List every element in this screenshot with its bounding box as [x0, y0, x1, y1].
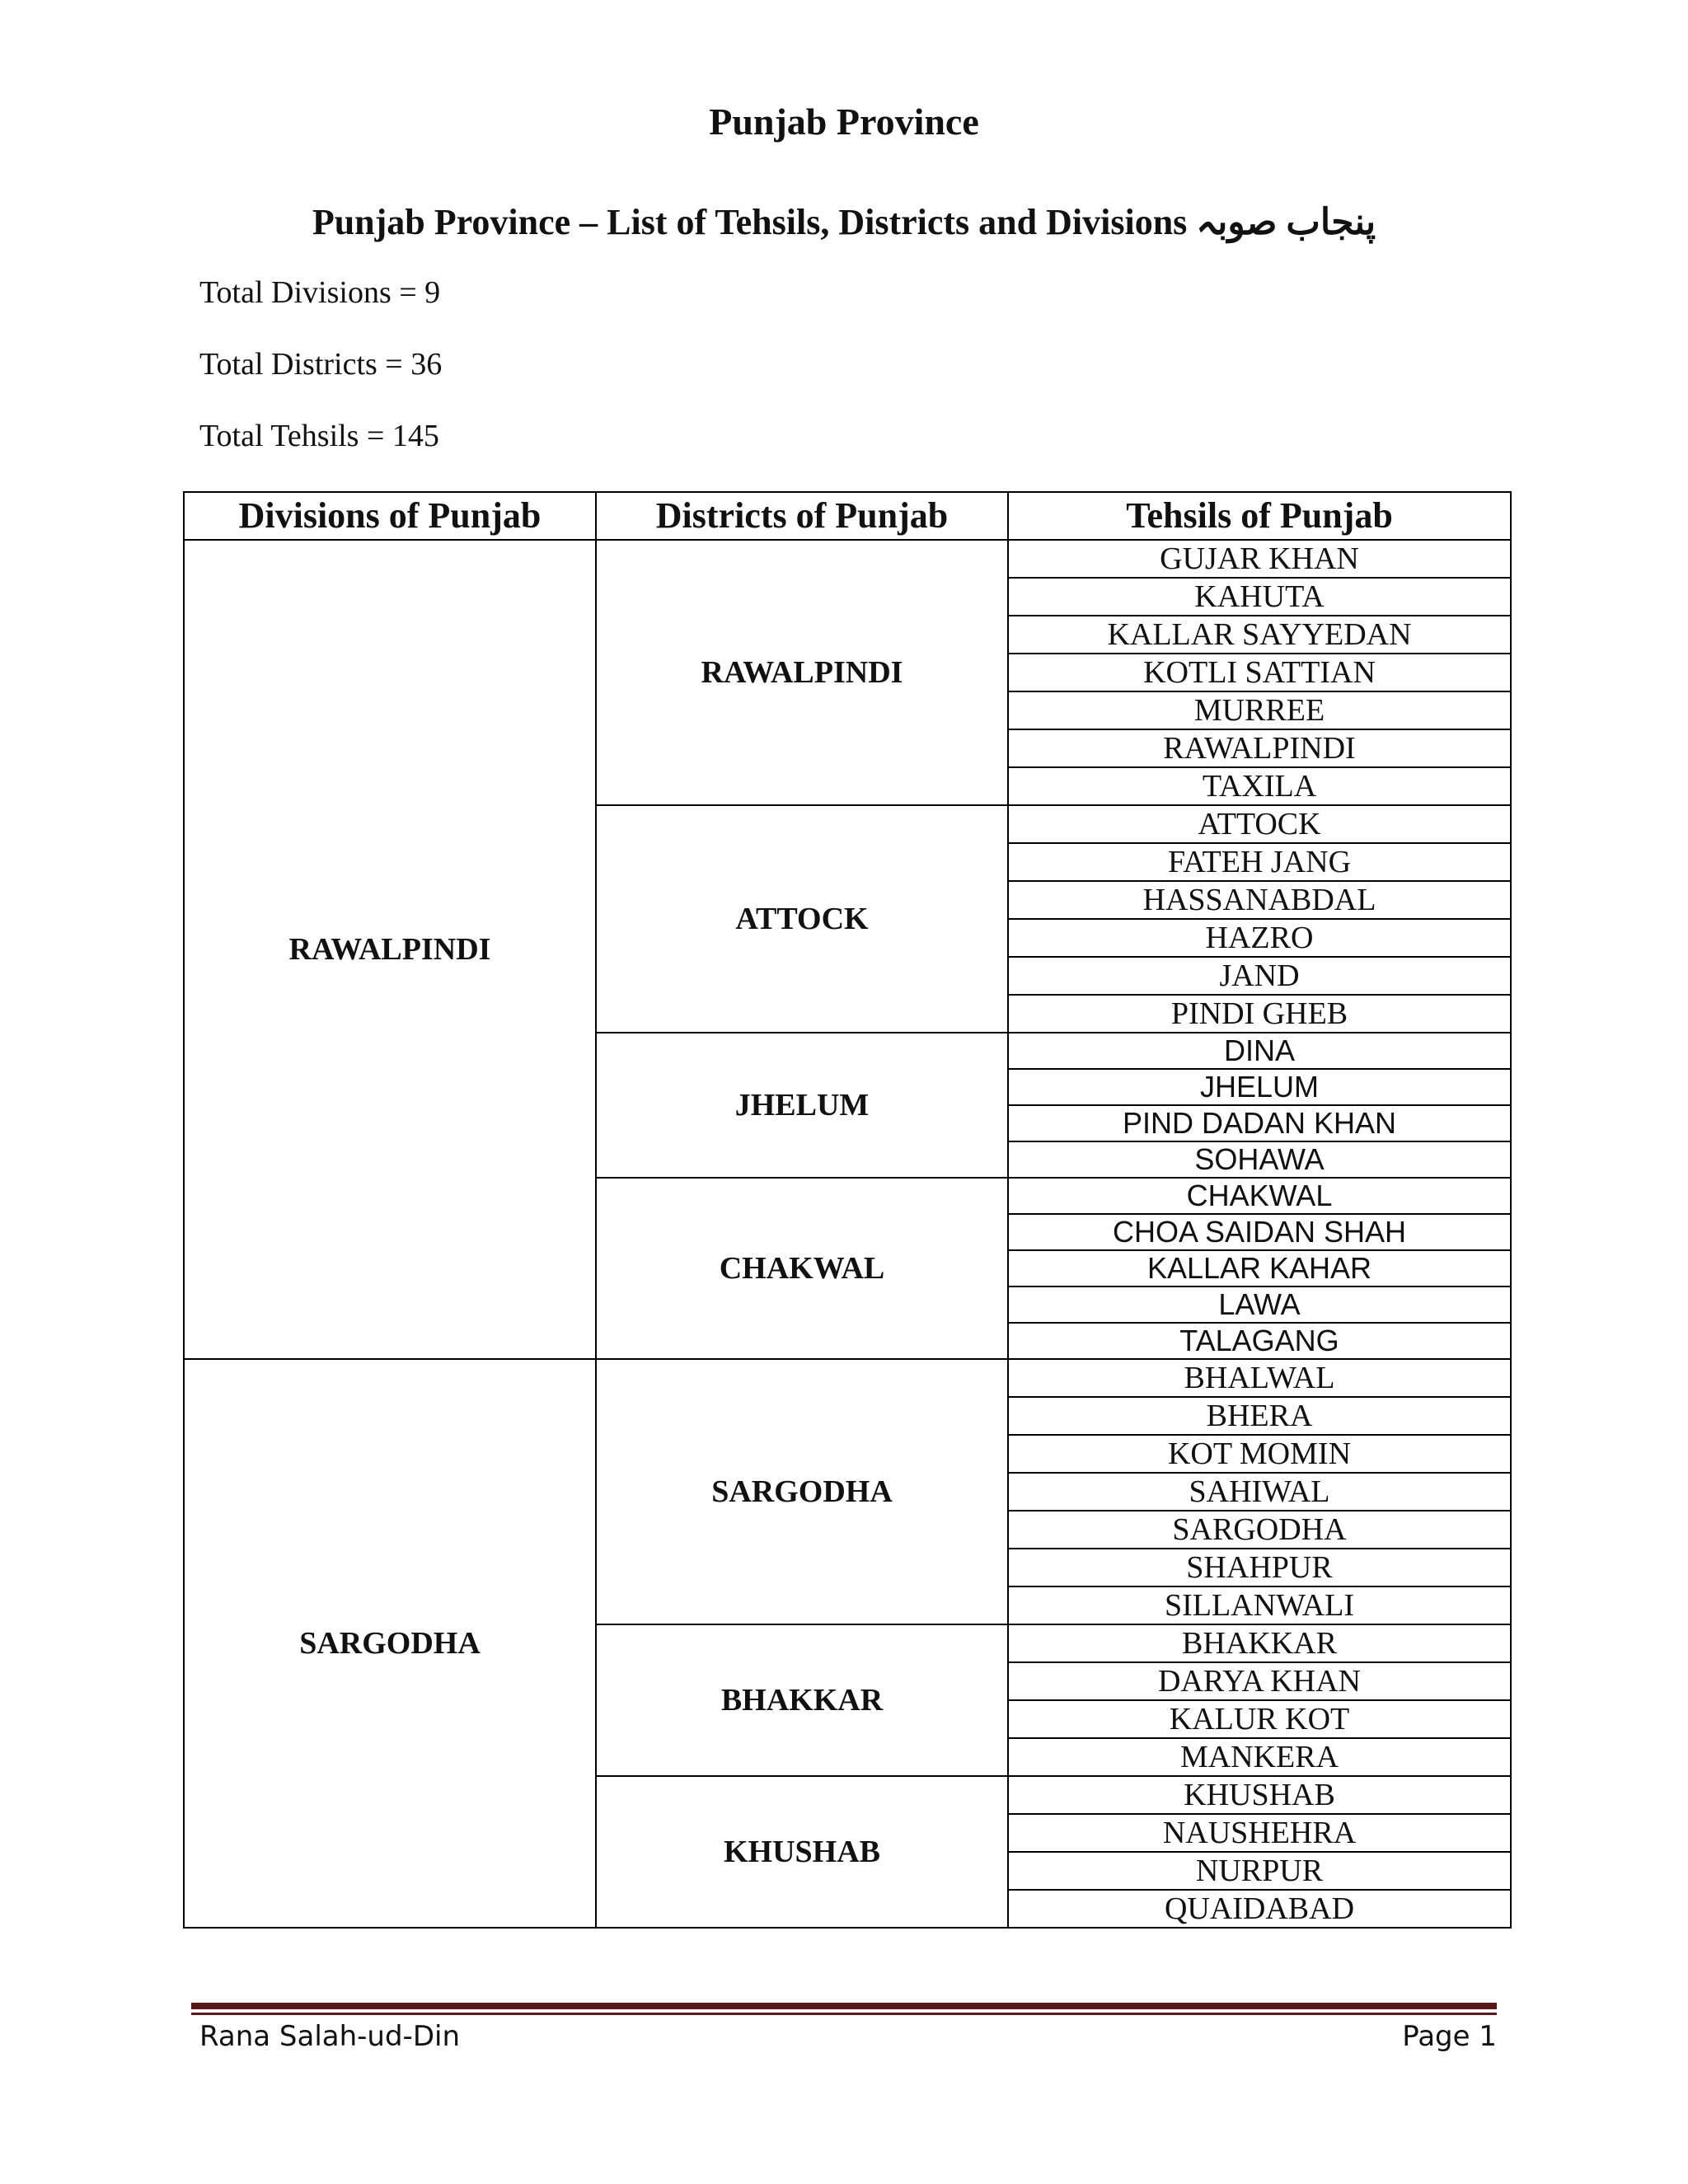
tehsil-cell: KOT MOMIN — [1008, 1435, 1511, 1473]
footer-page-number: Page 1 — [1402, 2020, 1497, 2053]
tehsil-cell: PINDI GHEB — [1008, 995, 1511, 1033]
total-tehsils: Total Tehsils = 145 — [199, 419, 439, 453]
tehsil-cell: NAUSHEHRA — [1008, 1814, 1511, 1852]
table-row — [184, 1359, 1511, 1397]
tehsil-cell: JHELUM — [1008, 1069, 1511, 1105]
district-cell: KHUSHAB — [596, 1776, 1008, 1928]
tehsil-cell: NURPUR — [1008, 1852, 1511, 1890]
tehsil-table — [183, 491, 1512, 1929]
district-cell: RAWALPINDI — [596, 540, 1008, 805]
division-cell: RAWALPINDI — [184, 540, 596, 1359]
header-districts: Districts of Punjab — [596, 492, 1008, 540]
tehsil-cell: DARYA KHAN — [1008, 1662, 1511, 1700]
footer-rule-thin — [191, 2013, 1497, 2015]
tehsil-cell: SILLANWALI — [1008, 1586, 1511, 1624]
tehsil-cell: RAWALPINDI — [1008, 729, 1511, 767]
tehsil-cell: MURREE — [1008, 691, 1511, 729]
district-cell: CHAKWAL — [596, 1178, 1008, 1359]
tehsil-cell: SARGODHA — [1008, 1511, 1511, 1549]
tehsil-cell: MANKERA — [1008, 1738, 1511, 1776]
page-title: Punjab Province — [709, 101, 979, 143]
header-divisions: Divisions of Punjab — [184, 492, 596, 540]
tehsil-cell: QUAIDABAD — [1008, 1890, 1511, 1928]
footer-rule — [191, 2003, 1497, 2009]
tehsil-cell: HAZRO — [1008, 919, 1511, 957]
tehsil-cell: HASSANABDAL — [1008, 881, 1511, 919]
tehsil-cell: SOHAWA — [1008, 1141, 1511, 1178]
tehsil-cell: CHAKWAL — [1008, 1178, 1511, 1214]
tehsil-cell: PIND DADAN KHAN — [1008, 1105, 1511, 1141]
tehsil-cell: ATTOCK — [1008, 805, 1511, 843]
tehsil-cell: BHERA — [1008, 1397, 1511, 1435]
tehsil-cell: KOTLI SATTIAN — [1008, 654, 1511, 691]
tehsil-cell: LAWA — [1008, 1286, 1511, 1323]
division-cell: SARGODHA — [184, 1359, 596, 1928]
tehsil-cell: FATEH JANG — [1008, 843, 1511, 881]
tehsil-cell: BHALWAL — [1008, 1359, 1511, 1397]
district-cell: JHELUM — [596, 1033, 1008, 1178]
total-districts: Total Districts = 36 — [199, 347, 443, 382]
tehsil-cell: DINA — [1008, 1033, 1511, 1069]
tehsil-cell: SHAHPUR — [1008, 1549, 1511, 1586]
tehsil-cell: CHOA SAIDAN SHAH — [1008, 1214, 1511, 1250]
tehsil-cell: KALLAR KAHAR — [1008, 1250, 1511, 1286]
tehsil-cell: KAHUTA — [1008, 578, 1511, 616]
district-cell: BHAKKAR — [596, 1624, 1008, 1776]
tehsil-cell: KHUSHAB — [1008, 1776, 1511, 1814]
tehsil-cell: SAHIWAL — [1008, 1473, 1511, 1511]
tehsil-cell: BHAKKAR — [1008, 1624, 1511, 1662]
tehsil-cell: TAXILA — [1008, 767, 1511, 805]
total-divisions: Total Divisions = 9 — [199, 275, 441, 310]
district-cell: SARGODHA — [596, 1359, 1008, 1624]
footer-author: Rana Salah-ud-Din — [199, 2020, 460, 2053]
table-body — [184, 540, 1511, 1928]
page-subtitle: Punjab Province – List of Tehsils, Districts and Divisions پنجاب صوبہ — [312, 202, 1376, 242]
header-tehsils: Tehsils of Punjab — [1008, 492, 1511, 540]
tehsil-cell: TALAGANG — [1008, 1323, 1511, 1359]
table-row — [184, 540, 1511, 578]
tehsil-cell: JAND — [1008, 957, 1511, 995]
tehsil-cell: KALLAR SAYYEDAN — [1008, 616, 1511, 654]
header-row — [184, 492, 1511, 540]
tehsil-cell: KALUR KOT — [1008, 1700, 1511, 1738]
tehsil-cell: GUJAR KHAN — [1008, 540, 1511, 578]
district-cell: ATTOCK — [596, 805, 1008, 1033]
